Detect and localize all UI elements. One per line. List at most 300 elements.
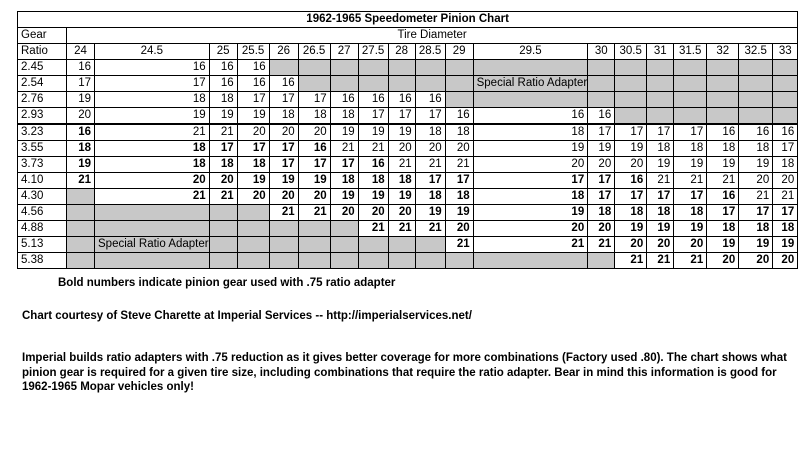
pinion-cell: 21 <box>739 189 773 205</box>
pinion-cell: 16 <box>237 60 269 76</box>
pinion-cell: 16 <box>739 124 773 141</box>
pinion-cell: 20 <box>647 237 674 253</box>
pinion-cell: 18 <box>330 108 358 125</box>
pinion-cell <box>588 92 615 108</box>
pinion-cell: 17 <box>647 124 674 141</box>
pinion-cell <box>67 221 95 237</box>
table-row <box>18 157 798 173</box>
pinion-cell: 17 <box>237 141 269 157</box>
pinion-cell: 17 <box>588 173 615 189</box>
pinion-cell: 18 <box>269 108 298 125</box>
pinion-cell: 16 <box>707 189 739 205</box>
pinion-cell: 17 <box>269 157 298 173</box>
pinion-cell: 18 <box>95 157 210 173</box>
tire-size-header: 33 <box>773 44 798 60</box>
gear-ratio-cell: 2.54 <box>18 76 67 92</box>
pinion-cell: 19 <box>358 124 388 141</box>
pinion-cell <box>674 60 707 76</box>
pinion-cell <box>739 108 773 125</box>
pinion-cell: 21 <box>209 124 237 141</box>
pinion-cell: 18 <box>647 141 674 157</box>
pinion-cell: 17 <box>588 189 615 205</box>
pinion-cell: 19 <box>707 157 739 173</box>
pinion-cell <box>707 60 739 76</box>
pinion-cell: 20 <box>773 173 798 189</box>
pinion-cell: 20 <box>615 157 647 173</box>
pinion-cell: 17 <box>615 124 647 141</box>
pinion-cell: 17 <box>739 205 773 221</box>
pinion-cell <box>739 60 773 76</box>
pinion-cell: 18 <box>95 141 210 157</box>
tire-size-header: 27.5 <box>358 44 388 60</box>
pinion-cell: 19 <box>415 205 445 221</box>
pinion-cell: 18 <box>67 141 95 157</box>
table-row <box>18 108 798 125</box>
pinion-cell: 21 <box>674 173 707 189</box>
pinion-cell: 16 <box>298 141 330 157</box>
pinion-cell <box>209 205 237 221</box>
pinion-cell: 19 <box>237 173 269 189</box>
tire-size-header: 27 <box>330 44 358 60</box>
pinion-cell: 21 <box>95 189 210 205</box>
pinion-cell: 16 <box>388 92 415 108</box>
pinion-cell: 20 <box>237 189 269 205</box>
pinion-cell: 19 <box>298 173 330 189</box>
pinion-cell: 17 <box>415 173 445 189</box>
pinion-cell: 17 <box>67 76 95 92</box>
pinion-cell <box>388 76 415 92</box>
pinion-cell <box>298 253 330 269</box>
pinion-cell: 19 <box>647 157 674 173</box>
tire-size-header: 29 <box>445 44 473 60</box>
pinion-cell: 17 <box>298 92 330 108</box>
pinion-cell: 17 <box>269 141 298 157</box>
pinion-cell: 20 <box>445 221 473 237</box>
pinion-cell: 20 <box>707 253 739 269</box>
pinion-cell: 16 <box>415 92 445 108</box>
gear-ratio-cell: 4.30 <box>18 189 67 205</box>
gear-ratio-cell: 4.10 <box>18 173 67 189</box>
table-row <box>18 92 798 108</box>
pinion-cell <box>707 76 739 92</box>
pinion-cell <box>415 60 445 76</box>
pinion-cell <box>445 60 473 76</box>
pinion-cell: 20 <box>388 205 415 221</box>
pinion-cell: 21 <box>415 157 445 173</box>
pinion-cell: 17 <box>415 108 445 125</box>
pinion-cell: 20 <box>388 141 415 157</box>
pinion-cell: 20 <box>773 253 798 269</box>
pinion-cell: 21 <box>647 253 674 269</box>
gear-ratio-cell: 2.76 <box>18 92 67 108</box>
ratio-header: Ratio <box>18 44 67 60</box>
pinion-cell: 18 <box>415 124 445 141</box>
pinion-cell <box>330 237 358 253</box>
tire-size-header: 26 <box>269 44 298 60</box>
pinion-cell <box>415 76 445 92</box>
table-row <box>18 237 798 253</box>
pinion-cell: 16 <box>473 108 588 125</box>
pinion-cell <box>298 60 330 76</box>
pinion-cell: 20 <box>473 221 588 237</box>
pinion-cell: 19 <box>269 173 298 189</box>
pinion-cell <box>237 205 269 221</box>
pinion-cell <box>95 221 210 237</box>
pinion-cell <box>647 76 674 92</box>
tire-size-header: 26.5 <box>298 44 330 60</box>
pinion-cell <box>773 76 798 92</box>
pinion-cell: 20 <box>237 124 269 141</box>
pinion-cell <box>330 221 358 237</box>
pinion-cell: 16 <box>237 76 269 92</box>
tire-size-header: 30 <box>588 44 615 60</box>
pinion-cell <box>237 237 269 253</box>
pinion-cell: 18 <box>707 221 739 237</box>
pinion-cell: 20 <box>588 157 615 173</box>
pinion-cell <box>615 76 647 92</box>
pinion-cell <box>237 221 269 237</box>
pinion-cell: 20 <box>674 237 707 253</box>
pinion-cell: 17 <box>588 124 615 141</box>
pinion-cell: 20 <box>615 237 647 253</box>
pinion-cell: 16 <box>95 60 210 76</box>
tire-size-header: 24 <box>67 44 95 60</box>
pinion-cell: 18 <box>415 189 445 205</box>
pinion-cell: 21 <box>95 124 210 141</box>
pinion-cell: 21 <box>209 189 237 205</box>
pinion-cell <box>209 253 237 269</box>
pinion-cell <box>388 237 415 253</box>
gear-ratio-cell: 3.23 <box>18 124 67 141</box>
pinion-cell <box>415 253 445 269</box>
pinion-cell <box>67 253 95 269</box>
pinion-cell <box>473 60 588 76</box>
pinion-cell <box>588 76 615 92</box>
pinion-cell: 16 <box>358 92 388 108</box>
pinion-cell: 19 <box>67 92 95 108</box>
pinion-cell: 17 <box>647 189 674 205</box>
pinion-cell: 18 <box>615 205 647 221</box>
chart-title: 1962-1965 Speedometer Pinion Chart <box>18 12 798 28</box>
pinion-cell <box>358 253 388 269</box>
pinion-cell: 20 <box>269 124 298 141</box>
pinion-cell: 19 <box>388 124 415 141</box>
pinion-cell: 17 <box>707 205 739 221</box>
pinion-cell: 20 <box>95 173 210 189</box>
table-row <box>18 189 798 205</box>
pinion-cell <box>388 253 415 269</box>
pinion-cell: 21 <box>298 205 330 221</box>
pinion-cell: 18 <box>209 92 237 108</box>
pinion-cell <box>615 108 647 125</box>
pinion-cell <box>674 76 707 92</box>
chart-credit: Chart courtesy of Steve Charette at Imperial Services -- http://imperialservices.net/ <box>22 310 472 322</box>
pinion-cell: 18 <box>647 205 674 221</box>
table-row <box>18 221 798 237</box>
pinion-cell: 17 <box>674 124 707 141</box>
pinion-cell: 18 <box>707 141 739 157</box>
pinion-cell: 17 <box>473 173 588 189</box>
pinion-cell: 18 <box>445 124 473 141</box>
gear-ratio-cell: 2.45 <box>18 60 67 76</box>
pinion-cell <box>67 237 95 253</box>
pinion-cell: 20 <box>358 205 388 221</box>
pinion-cell: 19 <box>358 189 388 205</box>
gear-ratio-cell: 5.38 <box>18 253 67 269</box>
pinion-cell: 18 <box>773 221 798 237</box>
pinion-cell: 17 <box>95 76 210 92</box>
pinion-cell: 20 <box>473 157 588 173</box>
pinion-cell: 18 <box>209 157 237 173</box>
pinion-cell: 17 <box>298 157 330 173</box>
pinion-cell <box>67 205 95 221</box>
pinion-cell: 19 <box>330 189 358 205</box>
pinion-cell <box>209 237 237 253</box>
pinion-cell <box>707 108 739 125</box>
pinion-cell: 20 <box>209 173 237 189</box>
pinion-cell <box>707 92 739 108</box>
pinion-cell: 17 <box>209 141 237 157</box>
pinion-cell: 19 <box>388 189 415 205</box>
pinion-cell <box>415 237 445 253</box>
pinion-cell <box>358 76 388 92</box>
pinion-cell: 17 <box>358 108 388 125</box>
pinion-cell: 16 <box>615 173 647 189</box>
pinion-cell: 20 <box>739 253 773 269</box>
pinion-cell: 21 <box>773 189 798 205</box>
pinion-cell: 19 <box>707 237 739 253</box>
pinion-cell: 20 <box>588 221 615 237</box>
pinion-cell <box>473 92 588 108</box>
gear-ratio-cell: 4.88 <box>18 221 67 237</box>
tire-size-header: 28 <box>388 44 415 60</box>
tire-size-row <box>18 44 798 60</box>
pinion-cell <box>269 60 298 76</box>
gear-ratio-cell: 5.13 <box>18 237 67 253</box>
table-row <box>18 173 798 189</box>
gear-ratio-cell: 4.56 <box>18 205 67 221</box>
pinion-cell: 20 <box>739 173 773 189</box>
pinion-cell <box>388 60 415 76</box>
pinion-cell: 19 <box>615 141 647 157</box>
gear-header: Gear <box>18 28 67 44</box>
pinion-cell <box>588 60 615 76</box>
pinion-cell: 19 <box>330 124 358 141</box>
tire-size-header: 32.5 <box>739 44 773 60</box>
pinion-cell: 19 <box>739 157 773 173</box>
pinion-cell <box>209 221 237 237</box>
pinion-cell <box>237 253 269 269</box>
pinion-cell: 21 <box>358 141 388 157</box>
gear-ratio-cell: 3.73 <box>18 157 67 173</box>
pinion-cell <box>358 237 388 253</box>
pinion-cell: 19 <box>473 141 588 157</box>
pinion-cell <box>330 253 358 269</box>
pinion-cell: 20 <box>298 124 330 141</box>
pinion-cell: 21 <box>473 237 588 253</box>
tire-size-header: 25 <box>209 44 237 60</box>
pinion-cell: 16 <box>773 124 798 141</box>
tire-diameter-header: Tire Diameter <box>67 28 798 44</box>
tire-size-header: 31.5 <box>674 44 707 60</box>
pinion-cell: 19 <box>588 141 615 157</box>
pinion-cell <box>739 76 773 92</box>
pinion-cell: 19 <box>674 221 707 237</box>
tire-size-header: 25.5 <box>237 44 269 60</box>
pinion-cell <box>615 92 647 108</box>
pinion-cell: 18 <box>674 141 707 157</box>
special-ratio-adapter-label: Special Ratio Adapter <box>473 76 588 92</box>
pinion-chart-table <box>17 11 798 269</box>
pinion-cell: 18 <box>445 189 473 205</box>
pinion-cell: 16 <box>209 76 237 92</box>
pinion-cell <box>95 253 210 269</box>
pinion-cell: 18 <box>330 173 358 189</box>
pinion-cell: 16 <box>707 124 739 141</box>
pinion-cell: 21 <box>707 173 739 189</box>
pinion-cell: 18 <box>237 157 269 173</box>
tire-size-header: 31 <box>647 44 674 60</box>
pinion-cell <box>739 92 773 108</box>
pinion-cell: 20 <box>269 189 298 205</box>
pinion-cell: 21 <box>388 221 415 237</box>
special-ratio-adapter-label: Special Ratio Adapter <box>95 237 210 253</box>
pinion-cell: 16 <box>67 124 95 141</box>
pinion-cell <box>647 92 674 108</box>
pinion-cell: 17 <box>615 189 647 205</box>
pinion-cell: 21 <box>674 253 707 269</box>
pinion-cell <box>647 60 674 76</box>
pinion-cell: 19 <box>647 221 674 237</box>
pinion-cell <box>298 237 330 253</box>
pinion-cell: 19 <box>674 157 707 173</box>
tire-size-header: 29.5 <box>473 44 588 60</box>
pinion-cell: 16 <box>67 60 95 76</box>
header-row <box>18 28 798 44</box>
pinion-cell: 16 <box>358 157 388 173</box>
table-row <box>18 60 798 76</box>
pinion-cell: 16 <box>445 108 473 125</box>
pinion-cell <box>269 221 298 237</box>
tire-size-header: 30.5 <box>615 44 647 60</box>
gear-ratio-cell: 3.55 <box>18 141 67 157</box>
bold-legend-note: Bold numbers indicate pinion gear used with .75 ratio adapter <box>58 277 396 289</box>
pinion-cell: 20 <box>67 108 95 125</box>
pinion-cell: 19 <box>67 157 95 173</box>
pinion-cell: 21 <box>330 141 358 157</box>
pinion-cell: 18 <box>773 157 798 173</box>
pinion-cell: 16 <box>588 108 615 125</box>
pinion-cell <box>298 76 330 92</box>
pinion-cell: 16 <box>330 92 358 108</box>
pinion-cell: 18 <box>298 108 330 125</box>
table-row <box>18 124 798 141</box>
pinion-cell <box>445 253 473 269</box>
tire-size-header: 28.5 <box>415 44 445 60</box>
pinion-cell <box>445 76 473 92</box>
table-row <box>18 141 798 157</box>
pinion-cell <box>358 60 388 76</box>
pinion-cell: 18 <box>473 189 588 205</box>
pinion-cell <box>647 108 674 125</box>
pinion-cell: 17 <box>237 92 269 108</box>
pinion-cell: 21 <box>445 157 473 173</box>
pinion-cell: 21 <box>269 205 298 221</box>
pinion-cell: 19 <box>615 221 647 237</box>
pinion-cell <box>773 108 798 125</box>
pinion-cell: 16 <box>209 60 237 76</box>
pinion-cell: 18 <box>95 92 210 108</box>
pinion-cell: 17 <box>773 205 798 221</box>
title-row <box>18 12 798 28</box>
pinion-cell: 21 <box>615 253 647 269</box>
table-row <box>18 205 798 221</box>
table-row <box>18 253 798 269</box>
pinion-cell: 20 <box>445 141 473 157</box>
pinion-cell <box>95 205 210 221</box>
pinion-cell: 17 <box>674 189 707 205</box>
pinion-cell: 21 <box>358 221 388 237</box>
pinion-cell <box>773 92 798 108</box>
pinion-cell <box>330 60 358 76</box>
pinion-cell: 19 <box>209 108 237 125</box>
pinion-cell: 21 <box>445 237 473 253</box>
pinion-cell: 18 <box>739 141 773 157</box>
gear-ratio-cell: 2.93 <box>18 108 67 125</box>
pinion-cell: 20 <box>298 189 330 205</box>
pinion-cell <box>674 108 707 125</box>
table-row <box>18 76 798 92</box>
tire-size-header: 24.5 <box>95 44 210 60</box>
pinion-cell: 18 <box>473 124 588 141</box>
pinion-cell: 18 <box>358 173 388 189</box>
pinion-cell: 19 <box>473 205 588 221</box>
pinion-cell: 20 <box>415 141 445 157</box>
chart-description: Imperial builds ratio adapters with .75 reduction as it gives better coverage for more combinations (Factory used .80). The chart shows what pinion gear is required for a given tire size, including combinations that require the ratio adapter. Bear in mind this information is good for 1962-1965 Mopar vehicles only! <box>22 352 787 393</box>
pinion-cell: 19 <box>773 237 798 253</box>
pinion-cell: 21 <box>588 237 615 253</box>
pinion-cell <box>330 76 358 92</box>
pinion-cell: 17 <box>445 173 473 189</box>
pinion-cell <box>588 253 615 269</box>
pinion-cell: 21 <box>388 157 415 173</box>
pinion-cell: 17 <box>773 141 798 157</box>
pinion-cell: 17 <box>388 108 415 125</box>
pinion-cell <box>674 92 707 108</box>
pinion-cell: 20 <box>330 205 358 221</box>
pinion-cell <box>773 60 798 76</box>
pinion-cell: 17 <box>330 157 358 173</box>
pinion-cell: 21 <box>67 173 95 189</box>
pinion-cell: 18 <box>588 205 615 221</box>
pinion-cell <box>269 237 298 253</box>
pinion-cell <box>67 189 95 205</box>
pinion-cell: 17 <box>269 92 298 108</box>
pinion-cell: 19 <box>237 108 269 125</box>
pinion-cell <box>269 253 298 269</box>
pinion-cell: 16 <box>269 76 298 92</box>
pinion-cell <box>473 253 588 269</box>
pinion-cell: 18 <box>388 173 415 189</box>
tire-size-header: 32 <box>707 44 739 60</box>
pinion-cell: 18 <box>739 221 773 237</box>
pinion-cell: 19 <box>739 237 773 253</box>
pinion-cell: 21 <box>647 173 674 189</box>
pinion-cell: 19 <box>95 108 210 125</box>
pinion-cell <box>615 60 647 76</box>
pinion-cell <box>298 221 330 237</box>
pinion-cell: 18 <box>674 205 707 221</box>
